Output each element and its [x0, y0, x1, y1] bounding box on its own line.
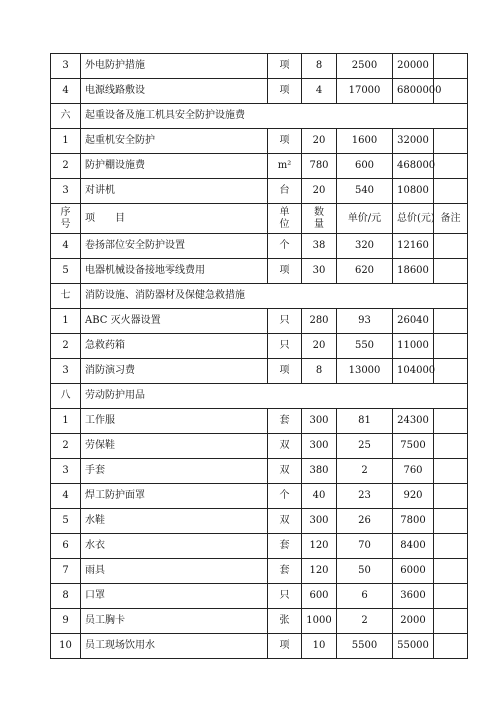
table-row	[51, 609, 468, 634]
cell-seq: 9	[51, 609, 81, 634]
cell-price: 550	[337, 334, 393, 359]
cell-price: 93	[337, 309, 393, 334]
cell-unit: 双	[268, 459, 302, 484]
cell-note	[434, 559, 468, 584]
table-row	[51, 634, 468, 659]
cell-total: 10800	[393, 179, 434, 204]
cell-seq: 1	[51, 309, 81, 334]
header-note: 备注	[434, 204, 468, 234]
cell-unit: 套	[268, 534, 302, 559]
cell-name: 电器机械设备接地零线费用	[81, 259, 268, 284]
cell-total: 7500	[393, 434, 434, 459]
cell-note	[434, 434, 468, 459]
cell-total: 24300	[393, 409, 434, 434]
cell-name: 电源线路敷设	[81, 79, 268, 104]
cell-price: 600	[337, 154, 393, 179]
cell-seq: 2	[51, 434, 81, 459]
cell-total: 8400	[393, 534, 434, 559]
cell-qty: 30	[302, 259, 337, 284]
cell-seq: 3	[51, 359, 81, 384]
cell-qty: 380	[302, 459, 337, 484]
cell-seq: 8	[51, 584, 81, 609]
cell-seq: 5	[51, 509, 81, 534]
cell-total: 55000	[393, 634, 434, 659]
table-row	[51, 409, 468, 434]
cell-name: 防护棚设施费	[81, 154, 268, 179]
cell-total: 468000	[393, 154, 434, 179]
cell-seq: 4	[51, 234, 81, 259]
cell-price: 6	[337, 584, 393, 609]
cell-price: 81	[337, 409, 393, 434]
cell-note	[434, 409, 468, 434]
cell-name: 员工胸卡	[81, 609, 268, 634]
cell-qty: 10	[302, 634, 337, 659]
cell-seq: 4	[51, 79, 81, 104]
table-row	[51, 54, 468, 79]
cell-note	[434, 259, 468, 284]
cell-note	[434, 234, 468, 259]
cell-seq: 1	[51, 129, 81, 154]
cell-price: 1600	[337, 129, 393, 154]
cell-qty: 280	[302, 309, 337, 334]
cell-seq: 10	[51, 634, 81, 659]
section-title: 起重设备及施工机具安全防护设施费	[81, 104, 468, 129]
cell-unit: 台	[268, 179, 302, 204]
cell-name: 外电防护措施	[81, 54, 268, 79]
table-row	[51, 509, 468, 534]
cell-price: 2500	[337, 54, 393, 79]
section-row	[51, 104, 468, 129]
cell-total: 32000	[393, 129, 434, 154]
cell-total: 2000	[393, 609, 434, 634]
cell-qty: 20	[302, 179, 337, 204]
cell-price: 23	[337, 484, 393, 509]
cell-unit: 套	[268, 409, 302, 434]
cell-unit: 张	[268, 609, 302, 634]
cell-name: 雨具	[81, 559, 268, 584]
section-row	[51, 384, 468, 409]
cell-unit: 只	[268, 309, 302, 334]
cell-name: 手套	[81, 459, 268, 484]
cell-name: 消防演习费	[81, 359, 268, 384]
table-row	[51, 334, 468, 359]
cell-name: ABC 灭火器设置	[81, 309, 268, 334]
cell-total: 760	[393, 459, 434, 484]
table-row	[51, 559, 468, 584]
header-total: 总价(元)	[393, 204, 434, 234]
cell-total: 920	[393, 484, 434, 509]
cell-name: 水鞋	[81, 509, 268, 534]
table-row	[51, 584, 468, 609]
cell-total: 6000	[393, 559, 434, 584]
cell-qty: 8	[302, 54, 337, 79]
cell-note	[434, 484, 468, 509]
table-row	[51, 79, 468, 104]
section-number: 七	[51, 284, 81, 309]
cell-total: 20000	[393, 54, 434, 79]
cell-note	[434, 334, 468, 359]
cell-unit: 项	[268, 79, 302, 104]
cell-total: 7800	[393, 509, 434, 534]
cell-qty: 780	[302, 154, 337, 179]
cell-name: 起重机安全防护	[81, 129, 268, 154]
cell-price: 50	[337, 559, 393, 584]
cell-unit: 个	[268, 484, 302, 509]
cell-qty: 20	[302, 129, 337, 154]
header-unit: 单 位	[268, 204, 302, 234]
cell-note	[434, 634, 468, 659]
table-row	[51, 534, 468, 559]
cell-note	[434, 459, 468, 484]
section-row	[51, 284, 468, 309]
cell-note	[434, 609, 468, 634]
cell-unit: 双	[268, 434, 302, 459]
cell-seq: 3	[51, 179, 81, 204]
cell-unit: 双	[268, 509, 302, 534]
cell-note	[434, 154, 468, 179]
cell-total: 11000	[393, 334, 434, 359]
cell-note	[434, 54, 468, 79]
cell-price: 320	[337, 234, 393, 259]
table-row	[51, 309, 468, 334]
cell-unit: 个	[268, 234, 302, 259]
section-title: 消防设施、消防器材及保健急救措施	[81, 284, 468, 309]
table-row	[51, 434, 468, 459]
table-row	[51, 179, 468, 204]
cell-name: 急救药箱	[81, 334, 268, 359]
cell-note	[434, 309, 468, 334]
cell-seq: 6	[51, 534, 81, 559]
cell-price: 13000	[337, 359, 393, 384]
table-row	[51, 484, 468, 509]
cell-name: 水衣	[81, 534, 268, 559]
cell-note	[434, 509, 468, 534]
cell-name: 劳保鞋	[81, 434, 268, 459]
cell-seq: 3	[51, 54, 81, 79]
cell-unit: 只	[268, 334, 302, 359]
table-row	[51, 459, 468, 484]
cell-qty: 1000	[302, 609, 337, 634]
section-title: 劳动防护用品	[81, 384, 468, 409]
cell-seq: 2	[51, 334, 81, 359]
header-seq: 序 号	[51, 204, 81, 234]
cell-price: 26	[337, 509, 393, 534]
cell-qty: 38	[302, 234, 337, 259]
cell-name: 口罩	[81, 584, 268, 609]
table-row	[51, 154, 468, 179]
cell-price: 620	[337, 259, 393, 284]
cell-seq: 5	[51, 259, 81, 284]
cell-seq: 1	[51, 409, 81, 434]
header-qty: 数 量	[302, 204, 337, 234]
cell-price: 17000	[337, 79, 393, 104]
table-body	[51, 54, 468, 659]
cell-price: 25	[337, 434, 393, 459]
cell-qty: 8	[302, 359, 337, 384]
cell-total: 3600	[393, 584, 434, 609]
cell-price: 540	[337, 179, 393, 204]
cell-name: 对讲机	[81, 179, 268, 204]
cell-name: 焊工防护面罩	[81, 484, 268, 509]
header-name: 项 目	[81, 204, 268, 234]
cell-note	[434, 584, 468, 609]
cell-unit: 项	[268, 259, 302, 284]
cell-unit: 项	[268, 634, 302, 659]
cell-qty: 4	[302, 79, 337, 104]
cell-name: 员工现场饮用水	[81, 634, 268, 659]
table-row	[51, 259, 468, 284]
cell-total: 104000	[393, 359, 434, 384]
cell-qty: 600	[302, 584, 337, 609]
cell-total: 12160	[393, 234, 434, 259]
section-number: 六	[51, 104, 81, 129]
cell-qty: 300	[302, 434, 337, 459]
table-row	[51, 234, 468, 259]
cell-qty: 120	[302, 534, 337, 559]
cell-note	[434, 534, 468, 559]
table-row	[51, 359, 468, 384]
cell-name: 卷扬部位安全防护设置	[81, 234, 268, 259]
cost-table	[50, 53, 468, 659]
cell-note	[434, 129, 468, 154]
cell-qty: 40	[302, 484, 337, 509]
section-number: 八	[51, 384, 81, 409]
cell-qty: 120	[302, 559, 337, 584]
cell-seq: 4	[51, 484, 81, 509]
cell-qty: 300	[302, 509, 337, 534]
cell-unit: 项	[268, 359, 302, 384]
cell-unit: m²	[268, 154, 302, 179]
cell-qty: 300	[302, 409, 337, 434]
cell-name: 工作服	[81, 409, 268, 434]
cell-price: 5500	[337, 634, 393, 659]
header-row	[51, 204, 468, 234]
table-row	[51, 129, 468, 154]
cell-total: 26040	[393, 309, 434, 334]
cell-unit: 项	[268, 54, 302, 79]
cell-unit: 套	[268, 559, 302, 584]
cell-seq: 3	[51, 459, 81, 484]
cell-qty: 20	[302, 334, 337, 359]
cell-price: 2	[337, 609, 393, 634]
cell-price: 2	[337, 459, 393, 484]
cell-note	[434, 179, 468, 204]
cell-unit: 只	[268, 584, 302, 609]
cell-total: 18600	[393, 259, 434, 284]
header-price: 单价/元	[337, 204, 393, 234]
cell-price: 70	[337, 534, 393, 559]
cell-unit: 项	[268, 129, 302, 154]
cell-seq: 2	[51, 154, 81, 179]
cell-total: 6800000	[393, 79, 434, 104]
cell-note	[434, 359, 468, 384]
cell-seq: 7	[51, 559, 81, 584]
